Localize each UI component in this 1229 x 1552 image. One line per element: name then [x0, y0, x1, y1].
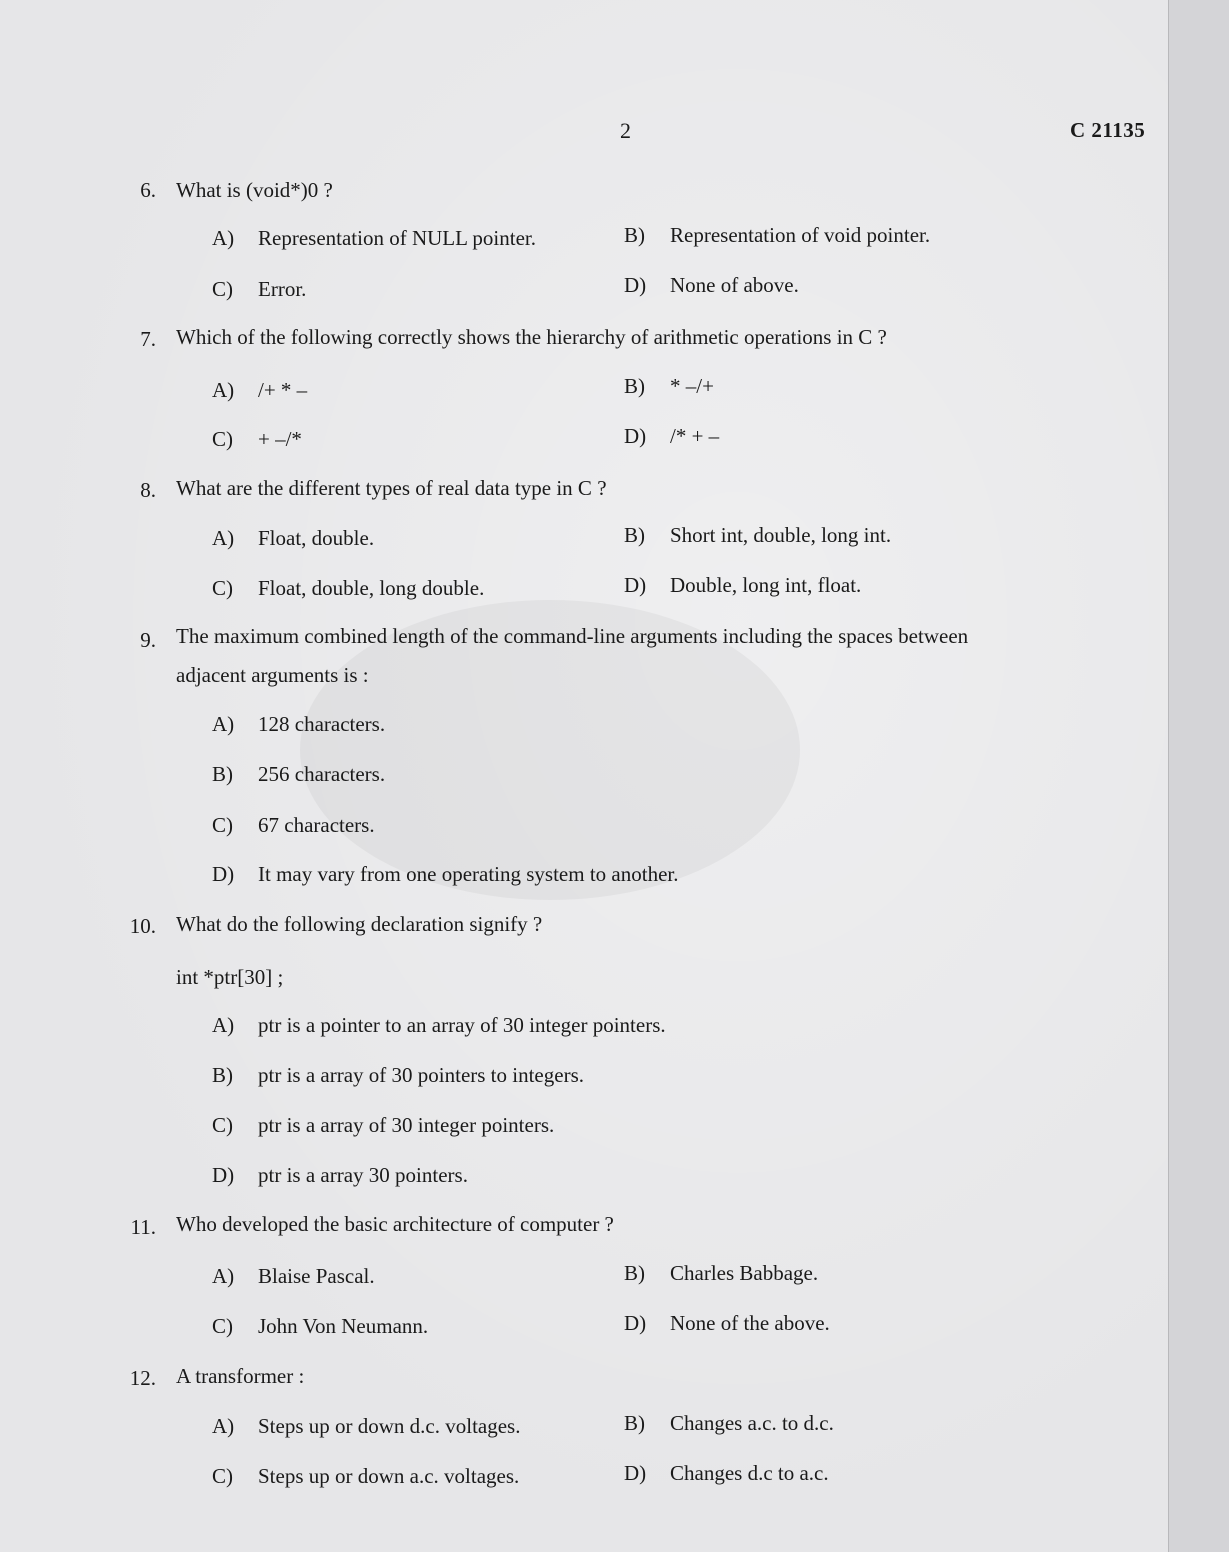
option-text: 256 characters. — [258, 762, 386, 786]
option-b — [624, 521, 891, 549]
option-text: /+ * – — [258, 378, 308, 402]
option-label: B) — [624, 223, 645, 247]
option-c — [212, 811, 375, 839]
question-number: 9. — [140, 628, 156, 652]
option-d — [624, 1459, 829, 1487]
question-number: 7. — [140, 327, 156, 351]
option-text: /* + – — [670, 424, 720, 448]
page-edge-strip — [1168, 0, 1229, 1552]
option-d — [624, 571, 861, 599]
option-label: B) — [212, 1063, 233, 1087]
option-text: Steps up or down d.c. voltages. — [258, 1414, 521, 1438]
option-text: It may vary from one operating system to another. — [258, 862, 679, 886]
option-b — [212, 760, 385, 788]
option-text: Representation of void pointer. — [670, 223, 931, 247]
option-label: D) — [624, 1461, 647, 1485]
option-label: D) — [624, 424, 647, 448]
option-label: B) — [212, 762, 233, 786]
option-label: B) — [624, 523, 645, 547]
option-label: C) — [212, 1464, 233, 1488]
option-a — [212, 524, 374, 552]
option-b — [212, 1061, 584, 1089]
option-label: A) — [212, 1414, 235, 1438]
option-c — [212, 1462, 519, 1490]
option-text: John Von Neumann. — [258, 1314, 429, 1338]
option-a — [212, 1262, 375, 1290]
option-label: A) — [212, 1264, 235, 1288]
question-number: 11. — [130, 1215, 156, 1239]
option-text: Changes a.c. to d.c. — [670, 1411, 834, 1435]
question-text: What are the different types of real data type in C ? — [176, 476, 607, 500]
option-text: None of above. — [670, 273, 799, 297]
question-text: What do the following declaration signify ? — [176, 912, 543, 936]
option-label: B) — [624, 1411, 645, 1435]
option-text: Steps up or down a.c. voltages. — [258, 1464, 520, 1488]
option-text: 67 characters. — [258, 813, 375, 837]
question-text: A transformer : — [176, 1364, 305, 1388]
option-label: B) — [624, 374, 645, 398]
question-text: Who developed the basic architecture of computer ? — [176, 1212, 614, 1236]
option-a — [212, 224, 536, 252]
option-c — [212, 1111, 554, 1139]
option-d — [624, 1309, 830, 1337]
option-text: Short int, double, long int. — [670, 523, 892, 547]
paper-code: C 21135 — [1070, 118, 1146, 142]
option-label: D) — [212, 1163, 235, 1187]
option-label: C) — [212, 1314, 233, 1338]
option-text: Float, double, long double. — [258, 576, 485, 600]
option-text: Error. — [258, 277, 307, 301]
question-text: Which of the following correctly shows the hierarchy of arithmetic operations in C ? — [176, 325, 887, 349]
option-text: ptr is a array of 30 integer pointers. — [258, 1113, 555, 1137]
option-label: A) — [212, 226, 235, 250]
option-label: A) — [212, 712, 235, 736]
option-label: A) — [212, 378, 235, 402]
question-number: 10. — [129, 914, 156, 938]
option-text: 128 characters. — [258, 712, 386, 736]
question-text-continued: adjacent arguments is : — [176, 663, 369, 687]
option-label: D) — [212, 862, 235, 886]
option-text: ptr is a array of 30 pointers to integers. — [258, 1063, 584, 1087]
option-label: D) — [624, 573, 647, 597]
page-number: 2 — [620, 118, 631, 143]
option-c — [212, 275, 306, 303]
option-c — [212, 1312, 428, 1340]
option-text: Blaise Pascal. — [258, 1264, 375, 1288]
option-c — [212, 425, 302, 453]
question-number: 12. — [129, 1366, 156, 1390]
option-d — [212, 860, 678, 888]
option-d — [624, 271, 799, 299]
option-label: A) — [212, 1013, 235, 1037]
option-b — [624, 221, 930, 249]
option-text: ptr is a pointer to an array of 30 integer pointers. — [258, 1013, 666, 1037]
question-text: The maximum combined length of the command-line arguments including the spaces between — [176, 624, 969, 648]
option-b — [624, 372, 714, 400]
option-label: D) — [624, 273, 647, 297]
option-text: Representation of NULL pointer. — [258, 226, 536, 250]
option-text: Charles Babbage. — [670, 1261, 819, 1285]
option-a — [212, 1011, 666, 1039]
option-d — [212, 1161, 468, 1189]
option-text: * –/+ — [670, 374, 714, 398]
option-b — [624, 1259, 818, 1287]
option-label: B) — [624, 1261, 645, 1285]
option-label: D) — [624, 1311, 647, 1335]
option-label: C) — [212, 813, 233, 837]
option-text: Float, double. — [258, 526, 375, 550]
question-text: What is (void*)0 ? — [176, 178, 333, 202]
option-b — [624, 1409, 834, 1437]
option-text: + –/* — [258, 427, 302, 451]
option-label: C) — [212, 576, 233, 600]
option-label: C) — [212, 427, 233, 451]
option-c — [212, 574, 484, 602]
question-number: 6. — [140, 178, 156, 202]
option-text: Changes d.c to a.c. — [670, 1461, 829, 1485]
option-text: ptr is a array 30 pointers. — [258, 1163, 468, 1187]
option-text: Double, long int, float. — [670, 573, 862, 597]
option-a — [212, 710, 385, 738]
option-a — [212, 376, 307, 404]
option-text: None of the above. — [670, 1311, 830, 1335]
code-snippet: int *ptr[30] ; — [176, 965, 284, 989]
option-d — [624, 422, 719, 450]
option-a — [212, 1412, 520, 1440]
option-label: C) — [212, 277, 233, 301]
option-label: C) — [212, 1113, 233, 1137]
question-number: 8. — [140, 478, 156, 502]
option-label: A) — [212, 526, 235, 550]
